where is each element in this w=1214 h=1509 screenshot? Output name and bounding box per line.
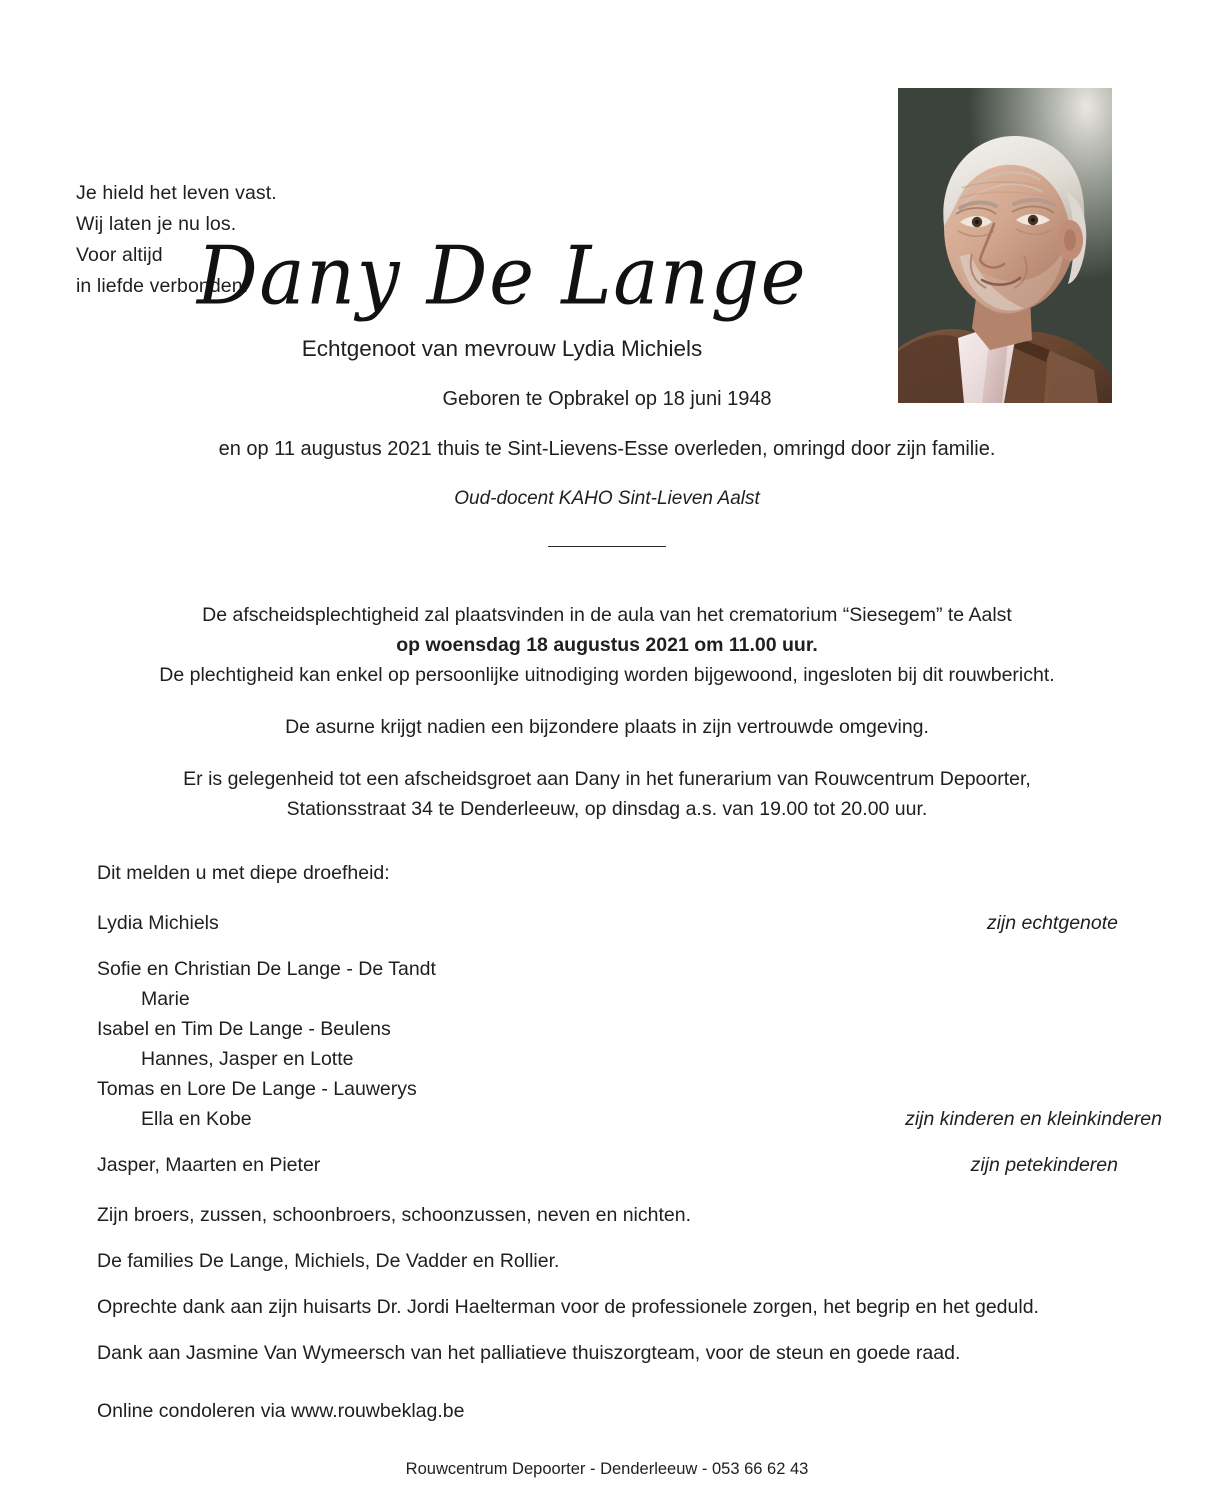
condolences-text[interactable]: Online condoleren via www.rouwbeklag.be xyxy=(97,1400,465,1422)
condolences-row[interactable] xyxy=(97,1396,1118,1426)
grandchild-row-2 xyxy=(97,1044,1162,1074)
ceremony-line-1: De afscheidsplechtigheid zal plaatsvinden in de aula van het crematorium “Siesegem” te Aalst xyxy=(202,604,1012,626)
divider-rule xyxy=(548,546,666,547)
birth-line: Geboren te Opbrakel op 18 juni 1948 xyxy=(442,388,772,410)
grandchild-name-2: Hannes, Jasper en Lotte xyxy=(141,1048,354,1070)
godchildren-names: Jasper, Maarten en Pieter xyxy=(97,1154,321,1176)
spacer-after-children xyxy=(97,1134,1118,1150)
poem-line-4: in liefde verbonden. xyxy=(76,275,249,297)
poem-line-2: Wij laten je nu los. xyxy=(76,213,237,235)
farewell-line-1: Er is gelegenheid tot een afscheidsgroet aan Dany in het funerarium van Rouwcentrum Depoorter, xyxy=(183,768,1031,790)
spacer-after-godchildren xyxy=(97,1180,1118,1200)
survivors-intro-text: Dit melden u met diepe droefheid: xyxy=(97,862,390,884)
thanks-nurse-text: Dank aan Jasmine Van Wymeersch van het palliatieve thuiszorgteam, voor de steun en goede raad. xyxy=(97,1342,961,1364)
child-row-2 xyxy=(97,1014,1118,1044)
spacer-after-families xyxy=(97,1276,1118,1292)
urn-line: De asurne krijgt nadien een bijzondere plaats in zijn vertrouwde omgeving. xyxy=(285,716,929,738)
survivors-intro xyxy=(97,858,1118,888)
poem-line-3: Voor altijd xyxy=(76,244,163,266)
spacer-after-widow xyxy=(97,938,1118,954)
widow-relation-label: zijn echtgenote xyxy=(986,912,1118,934)
funeral-home-footer xyxy=(0,1460,1214,1479)
godchildren-row xyxy=(97,1150,1118,1180)
funeral-home-text: Rouwcentrum Depoorter - Denderleeuw - 053 66 62 43 xyxy=(405,1460,809,1478)
widow-row xyxy=(97,908,1118,938)
families-text: De families De Lange, Michiels, De Vadder en Rollier. xyxy=(97,1250,560,1272)
spacer-before-condolences xyxy=(97,1368,1118,1396)
spacer-after-doctor xyxy=(97,1322,1118,1338)
child-name-1: Sofie en Christian De Lange - De Tandt xyxy=(97,958,436,980)
ceremony-spacer-1 xyxy=(0,690,1214,712)
spacer-after-siblings xyxy=(97,1230,1118,1246)
grandchild-row-3 xyxy=(97,1104,1162,1134)
children-relation-label: zijn kinderen en kleinkinderen xyxy=(905,1108,1162,1130)
deceased-name: Dany De Lange xyxy=(196,228,808,323)
siblings-text: Zijn broers, zussen, schoonbroers, schoonzussen, neven en nichten. xyxy=(97,1204,692,1226)
grandchild-name-1: Marie xyxy=(141,988,190,1010)
death-line: en op 11 augustus 2021 thuis te Sint-Lievens-Esse overleden, omringd door zijn familie. xyxy=(218,438,996,460)
child-row-1 xyxy=(97,954,1118,984)
deceased-header xyxy=(0,228,1214,547)
grandchild-name-3: Ella en Kobe xyxy=(141,1108,252,1130)
child-name-2: Isabel en Tim De Lange - Beulens xyxy=(97,1018,391,1040)
survivors-block xyxy=(97,858,1162,1426)
child-row-3 xyxy=(97,1074,1118,1104)
families-row xyxy=(97,1246,1118,1276)
thanks-nurse-row xyxy=(97,1338,1118,1368)
thanks-doctor-text: Oprechte dank aan zijn huisarts Dr. Jordi Haelterman voor de professionele zorgen, het begrip en het geduld. xyxy=(97,1296,1039,1318)
ceremony-block xyxy=(0,600,1214,824)
ceremony-spacer-2 xyxy=(0,742,1214,764)
thanks-doctor-row xyxy=(97,1292,1118,1322)
grandchild-row-1 xyxy=(97,984,1162,1014)
child-name-3: Tomas en Lore De Lange - Lauwerys xyxy=(97,1078,417,1100)
spouse-line: Echtgenoot van mevrouw Lydia Michiels xyxy=(301,336,703,361)
farewell-line-2: Stationsstraat 34 te Denderleeuw, op dinsdag a.s. van 19.00 tot 20.00 uur. xyxy=(286,798,928,820)
godchildren-relation-label: zijn petekinderen xyxy=(970,1154,1118,1176)
widow-name: Lydia Michiels xyxy=(97,912,219,934)
poem-line-1: Je hield het leven vast. xyxy=(76,182,277,204)
siblings-row xyxy=(97,1200,1118,1230)
profession-line: Oud-docent KAHO Sint-Lieven Aalst xyxy=(454,488,760,509)
ceremony-invitation-note: De plechtigheid kan enkel op persoonlijke uitnodiging worden bijgewoond, ingesloten bij dit rouwbericht. xyxy=(159,664,1055,686)
ceremony-datetime: op woensdag 18 augustus 2021 om 11.00 uur. xyxy=(396,634,818,656)
spacer-after-intro xyxy=(97,888,1118,908)
